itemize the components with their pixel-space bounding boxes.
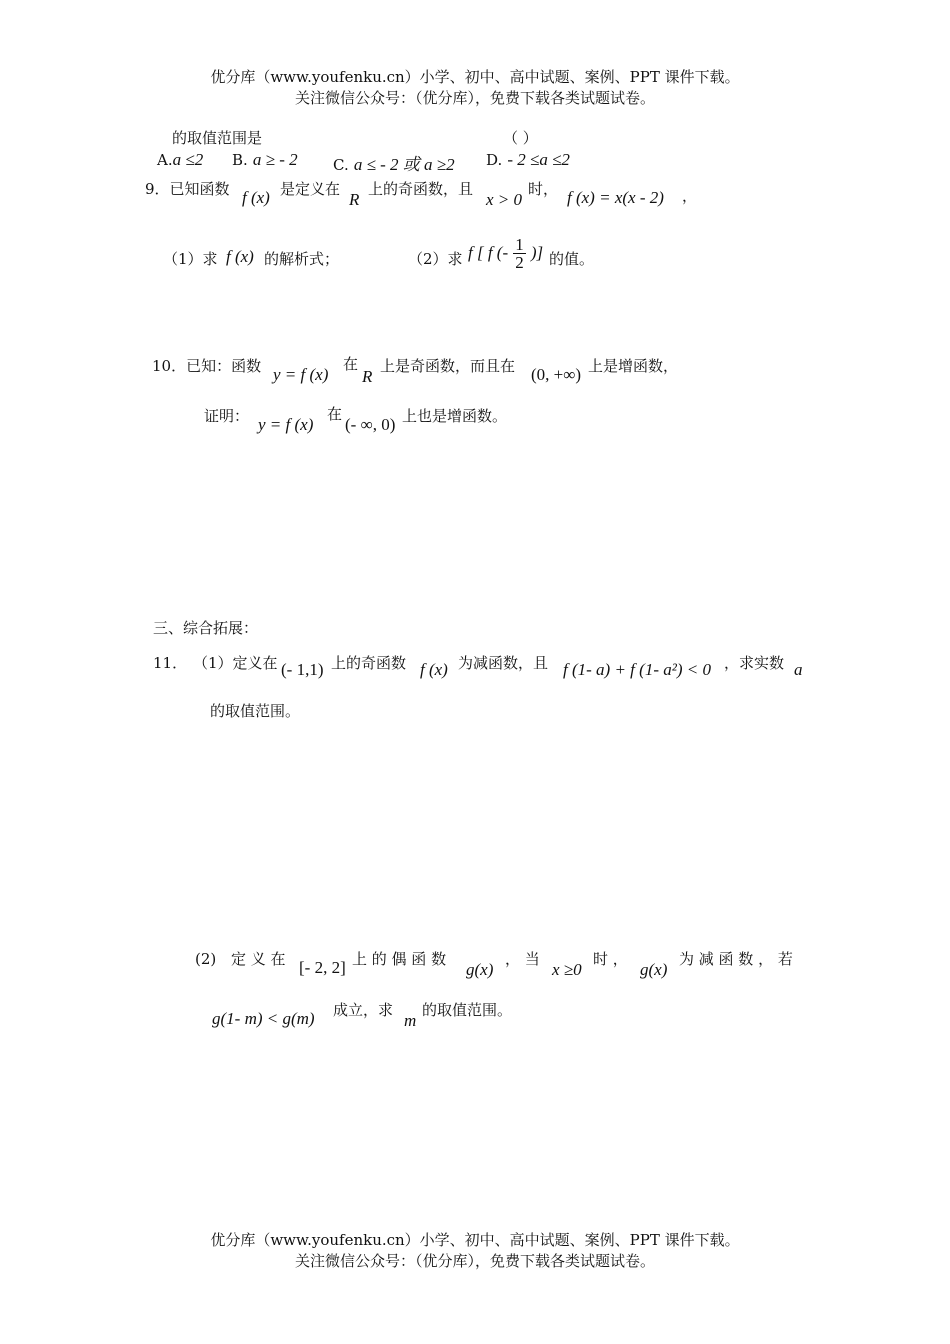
q11-part2-label: (2) bbox=[195, 950, 217, 968]
q8-option-d bbox=[486, 150, 570, 170]
q8-option-b bbox=[232, 150, 298, 170]
q10-yfx-2: y = f (x) bbox=[258, 415, 314, 434]
q10-proof-label: 证明： bbox=[204, 407, 250, 425]
q9-part1-label: （1）求 bbox=[163, 250, 218, 268]
q11-part2-text-2: 上 的 偶 函 数 bbox=[352, 950, 447, 968]
q10-number: 10．已知：函数 bbox=[152, 357, 262, 375]
q9-part2-post: )] bbox=[530, 243, 544, 262]
q9-part2-fraction bbox=[513, 236, 526, 271]
q11-text-1: 上的奇函数 bbox=[331, 654, 407, 672]
q11-var-a: a bbox=[794, 660, 803, 679]
q10-R: R bbox=[362, 367, 373, 386]
q11-fx: f (x) bbox=[420, 660, 448, 679]
q8-option-a bbox=[157, 150, 203, 170]
q9-part2-text: 的值。 bbox=[549, 250, 595, 268]
q10-text-1: 在 bbox=[343, 355, 359, 373]
q8-option-d-label: D. bbox=[486, 151, 503, 169]
q9-part2-pre: f [ f (- bbox=[468, 243, 509, 262]
q11-part2-text-3: ， 当 bbox=[505, 950, 540, 968]
q11-part2-text-5: 为 减 函 数 ， 若 bbox=[679, 950, 793, 968]
q9-part1-fx: f (x) bbox=[226, 247, 254, 266]
q8-answer-paren: （ ） bbox=[503, 129, 538, 147]
section-3-title: 三、综合拓展： bbox=[153, 619, 259, 637]
q11-part2-var-m: m bbox=[404, 1011, 417, 1030]
header-line-2: 关注微信公众号：（优分库），免费下载各类试题试卷。 bbox=[294, 89, 655, 107]
q9-part2-label: （2）求 bbox=[408, 250, 463, 268]
q11-number: 11． bbox=[153, 654, 188, 672]
q11-text-4: 的取值范围。 bbox=[210, 702, 301, 720]
q8-option-c-label: C. bbox=[333, 156, 349, 174]
q11-part2-text-6: 成立，求 bbox=[333, 1001, 394, 1019]
q11-part2-text-4: 时 ， bbox=[593, 950, 628, 968]
q9-part2-numerator: 1 bbox=[515, 235, 524, 254]
q9-text-1: 是定义在 bbox=[280, 180, 341, 198]
q8-option-c bbox=[333, 150, 455, 175]
q10-interval-2: (- ∞, 0) bbox=[345, 415, 396, 434]
q9-text-3: 时， bbox=[528, 180, 559, 198]
q8-option-b-label: B. bbox=[232, 151, 248, 169]
q8-option-d-math: - 2 ≤a ≤2 bbox=[507, 150, 570, 169]
q11-part2-gx-2: g(x) bbox=[640, 960, 668, 979]
q10-interval: (0, +∞) bbox=[531, 365, 582, 384]
q9-condition: x > 0 bbox=[486, 190, 523, 209]
q11-part2-condition: x ≥0 bbox=[552, 960, 582, 979]
q9-fx: f (x) bbox=[242, 188, 270, 207]
q10-yfx: y = f (x) bbox=[273, 365, 329, 384]
q10-text-4: 在 bbox=[327, 405, 343, 423]
q11-part2-gx: g(x) bbox=[466, 960, 494, 979]
q8-option-c-math: a ≤ - 2 或 a ≥2 bbox=[353, 155, 455, 174]
q11-part2-inequality: g(1- m) < g(m) bbox=[212, 1009, 315, 1028]
q8-option-a-math: a ≤2 bbox=[172, 150, 204, 169]
q8-text: 的取值范围是 bbox=[172, 129, 263, 147]
q8-option-b-math: a ≥ - 2 bbox=[252, 150, 298, 169]
q9-expression: f (x) = x(x - 2) bbox=[567, 188, 664, 207]
q9-part2-expression bbox=[468, 236, 543, 271]
q9-part2-denominator: 2 bbox=[515, 253, 524, 272]
q10-text-3: 上是增函数， bbox=[588, 357, 679, 375]
q9-R: R bbox=[349, 190, 360, 209]
q11-inequality: f (1- a) + f (1- a²) < 0 bbox=[563, 660, 711, 679]
q9-part1-text: 的解析式； bbox=[264, 250, 340, 268]
q9-text-2: 上的奇函数，且 bbox=[368, 180, 474, 198]
q11-part2-interval: [- 2, 2] bbox=[299, 958, 346, 977]
q11-part2-text-1: 定 义 在 bbox=[231, 950, 286, 968]
q8-option-a-label: A. bbox=[157, 151, 173, 169]
q11-part1-label: （1）定义在 bbox=[193, 654, 278, 672]
q11-text-3: ，求实数 bbox=[724, 654, 785, 672]
q10-text-2: 上是奇函数，而且在 bbox=[380, 357, 516, 375]
q11-interval: (- 1,1) bbox=[281, 660, 324, 679]
q9-text-4: ， bbox=[682, 187, 698, 205]
q9-number: 9．已知函数 bbox=[145, 180, 230, 198]
footer-line-1: 优分库（www.youfenku.cn）小学、初中、高中试题、案例、PPT 课件下载。 bbox=[210, 1231, 740, 1249]
q10-text-5: 上也是增函数。 bbox=[402, 407, 508, 425]
header-line-1: 优分库（www.youfenku.cn）小学、初中、高中试题、案例、PPT 课件下载。 bbox=[210, 68, 740, 86]
q11-part2-text-7: 的取值范围。 bbox=[422, 1001, 513, 1019]
footer-line-2: 关注微信公众号：（优分库），免费下载各类试题试卷。 bbox=[294, 1252, 655, 1270]
q11-text-2: 为减函数，且 bbox=[458, 654, 549, 672]
